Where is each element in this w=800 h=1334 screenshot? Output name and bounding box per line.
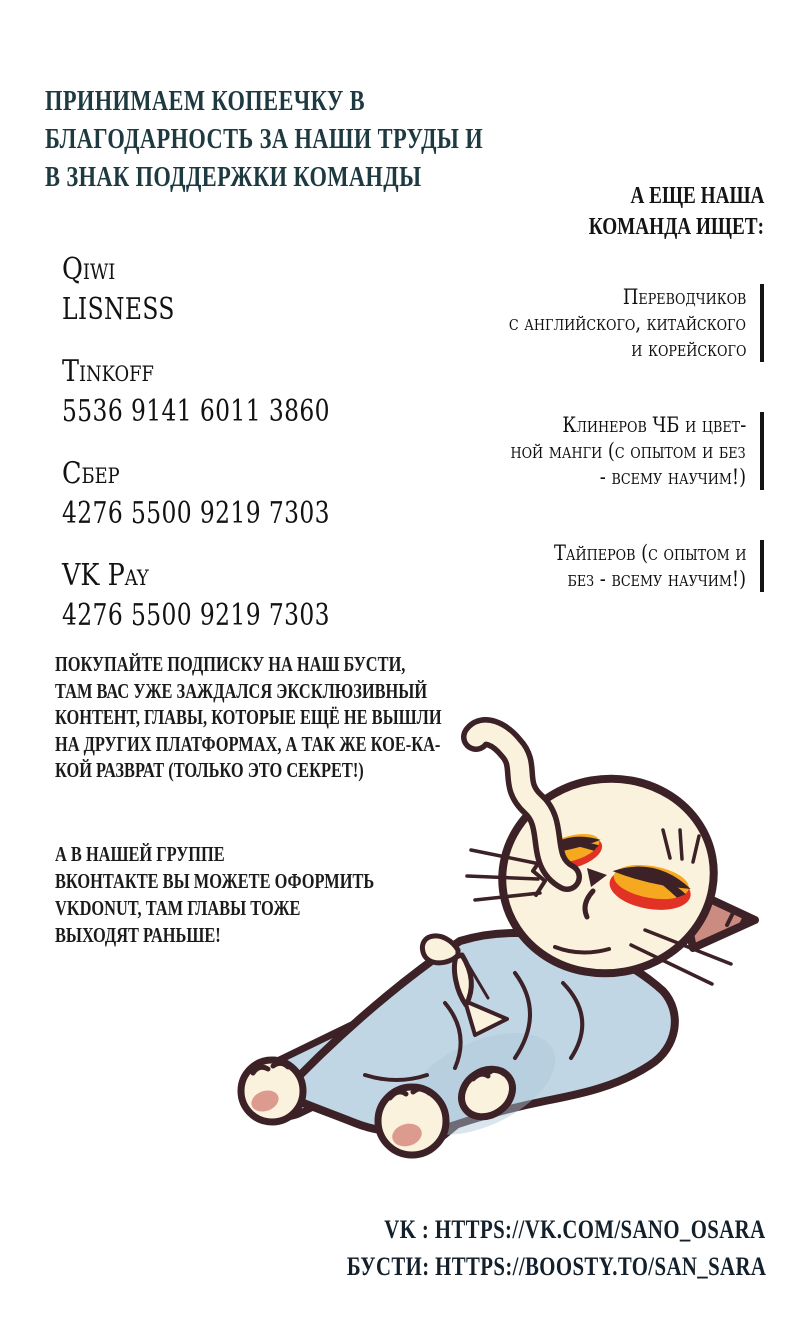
recruit-item-typesetters [520, 540, 764, 592]
payment-entry-sber [62, 454, 406, 534]
vertical-divider [760, 284, 764, 362]
recruit-list [467, 284, 764, 592]
note-line: VKDONUT, ТАМ ГЛАВЫ ТОЖЕ [55, 896, 301, 920]
payment-method: Сбер [62, 456, 120, 491]
recruit-heading [545, 181, 764, 243]
cat-bow [422, 936, 458, 963]
note-line: ПОКУПАЙТЕ ПОДПИСКУ НА НАШ БУСТИ, [55, 652, 406, 676]
payment-entry-vkpay [62, 556, 406, 636]
title-line: ПРИНИМАЕМ КОПЕЕЧКУ В [45, 86, 366, 117]
payment-account: 4276 5500 9219 7303 [62, 598, 330, 633]
payment-entry-tinkoff [62, 352, 406, 432]
payment-list [62, 250, 406, 658]
recruit-line: Переводчиков [622, 285, 746, 309]
note-line: КОНТЕНТ, ГЛАВЫ, КОТОРЫЕ ЕЩЁ НЕ ВЫШЛИ [55, 705, 442, 730]
vertical-divider [760, 412, 764, 490]
vk-link: VK : HTTPS://VK.COM/SANO_OSARA [384, 1215, 766, 1244]
recruit-line: - всему научим!) [599, 465, 746, 489]
recruit-line: с английского, китайского [508, 311, 746, 335]
page-title [45, 83, 593, 197]
note-line: ВКОНТАКТЕ ВЫ МОЖЕТЕ ОФОРМИТЬ [55, 869, 375, 893]
note-line: ТАМ ВАС УЖЕ ЗАЖДАЛСЯ ЭКСКЛЮЗИВНЫЙ [55, 678, 428, 703]
cat-paw-bottom [378, 1087, 446, 1155]
recruit-heading-line: А ЕЩЕ НАША [630, 183, 764, 209]
note-line: А В НАШЕЙ ГРУППЕ [55, 842, 225, 866]
cat-illustration [215, 703, 775, 1178]
recruit-line: Тайперов (с опытом и [553, 541, 746, 565]
payment-account: LISNESS [62, 292, 175, 327]
recruit-line: Клинеров ЧБ и цвет- [562, 413, 746, 437]
note-line: НА ДРУГИХ ПЛАТФОРМАХ, А ТАК ЖЕ КОЕ-КА- [55, 731, 441, 756]
recruit-item-cleaners [469, 412, 764, 490]
recruit-line: без - всему научим!) [567, 567, 746, 591]
cat-paw-left [241, 1060, 303, 1122]
boosty-link: БУСТИ: HTTPS://BOOSTY.TO/SAN_SARA [346, 1252, 766, 1281]
note-line: ВЫХОДЯТ РАНЬШЕ! [55, 923, 221, 947]
payment-account: 5536 9141 6011 3860 [62, 394, 330, 429]
payment-account: 4276 5500 9219 7303 [62, 496, 330, 531]
title-line: БЛАГОДАРНОСТЬ ЗА НАШИ ТРУДЫ И [45, 124, 484, 155]
recruit-line: ной манги (с опытом и без [510, 439, 746, 463]
recruit-heading-line: КОМАНДА ИЩЕТ: [588, 214, 764, 240]
recruit-item-translators [467, 284, 764, 362]
payment-entry-qiwi [62, 250, 406, 330]
payment-method: Tinkoff [62, 354, 154, 389]
payment-method: VK Pay [62, 558, 149, 593]
payment-method: Qiwi [62, 252, 116, 287]
recruit-line: и корейского [630, 337, 746, 361]
title-line: В ЗНАК ПОДДЕРЖКИ КОМАНДЫ [45, 162, 422, 193]
social-links [242, 1211, 766, 1285]
vertical-divider [760, 540, 764, 592]
note-line: КОЙ РАЗВРАТ (ТОЛЬКО ЭТО СЕКРЕТ!) [55, 758, 364, 783]
